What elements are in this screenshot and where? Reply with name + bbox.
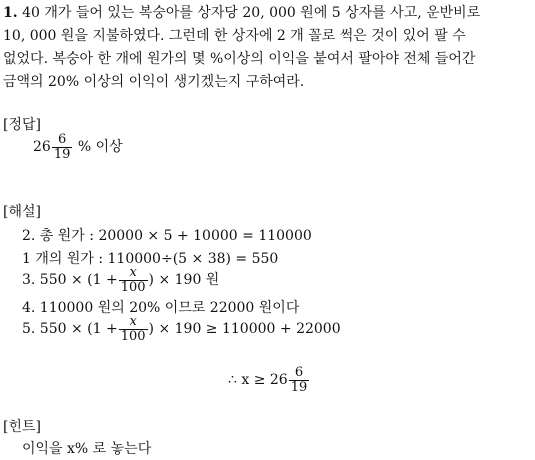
problem-line-2: 10, 000 원을 지불하였다. 그런데 한 상자에 2 개 꼴로 썩은 것이 있어 팔 수 xyxy=(3,28,466,44)
solution-step-4: 4. 110000 원의 20% 이므로 22000 원이다 xyxy=(22,300,300,316)
answer-numerator: 6 xyxy=(52,133,73,148)
problem-text-1: 40 개가 들어 있는 복숭아를 상자당 20, 000 원에 5 상자를 사고, 운반비로 xyxy=(22,5,481,21)
step3-denominator: 100 xyxy=(120,279,146,295)
answer-denominator: 19 xyxy=(53,146,71,162)
solution-step-5 xyxy=(22,315,341,343)
step5-right: ) × 190 ≥ 110000 + 22000 xyxy=(148,321,341,338)
step3-fraction xyxy=(119,266,148,294)
step3-right: ) × 190 원 xyxy=(148,272,220,289)
step3-left: 3. 550 × (1 + xyxy=(22,272,118,289)
problem-line-3: 없었다. 복숭아 한 개에 원가의 몇 %이상의 이익을 붙여서 팔아야 전체 들어간 xyxy=(3,51,476,67)
problem-line-1 xyxy=(3,6,480,20)
hint-header: [힌트] xyxy=(3,419,41,435)
answer-line xyxy=(33,133,123,161)
conclusion-denominator: 19 xyxy=(290,379,308,395)
step5-fraction xyxy=(119,315,148,343)
conclusion-numerator: 6 xyxy=(289,366,310,381)
step3-numerator: x xyxy=(119,266,148,281)
step5-left: 5. 550 × (1 + xyxy=(22,321,118,338)
answer-suffix: % 이상 xyxy=(77,139,123,156)
solution-conclusion xyxy=(228,366,310,394)
step5-denominator: 100 xyxy=(120,328,146,344)
conclusion-fraction xyxy=(289,366,310,394)
solution-step-3 xyxy=(22,266,219,294)
problem-number: 1. xyxy=(3,5,18,21)
answer-whole: 26 xyxy=(33,139,51,156)
solution-step-2: 2. 총 원가 : 20000 × 5 + 10000 = 110000 xyxy=(22,228,312,244)
conclusion-left: ∴ x ≥ 26 xyxy=(228,372,288,389)
problem-line-4: 금액의 20% 이상의 이익이 생기겠는지 구하여라. xyxy=(3,74,305,90)
hint-text: 이익을 x% 로 놓는다 xyxy=(22,441,152,457)
answer-fraction xyxy=(52,133,73,161)
step5-numerator: x xyxy=(119,315,148,330)
solution-step-1: 1 개의 원가 : 110000÷(5 × 38) = 550 xyxy=(22,251,279,267)
solution-header: [해설] xyxy=(3,204,41,220)
answer-header: [정답] xyxy=(3,117,41,133)
